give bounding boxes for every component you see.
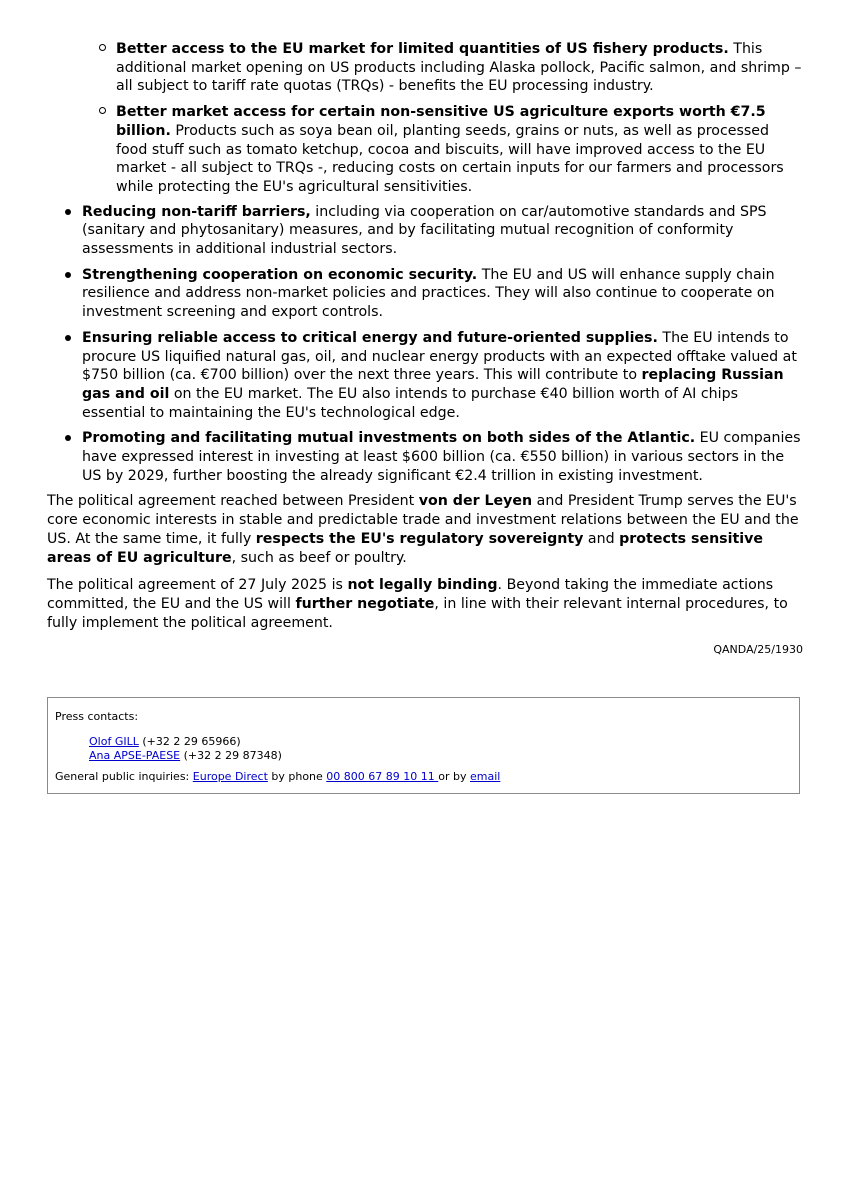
bullet-icon	[65, 335, 71, 341]
item-text: on the EU market. The EU also intends to purchase €40 billion worth of AI chips essential to maintaining the EU's technological edge.	[82, 385, 738, 421]
contact-list	[89, 735, 792, 763]
bullet-icon	[65, 272, 71, 278]
item-text: The EU intends to procure US liquified natural gas, oil, and nuclear energy products with an expected offtake valued at $750 billion (ca. €700 billion) over the next three years. This will contribute to	[82, 329, 797, 384]
contact-link-olof-gill[interactable]: Olof GILL	[89, 735, 139, 748]
list-item	[82, 266, 803, 322]
sub-bullet-list	[116, 40, 803, 197]
contact-phone: (+32 2 29 65966)	[138, 735, 241, 748]
item-heading: Reducing non-tariff barriers,	[82, 203, 311, 220]
main-bullet-list	[82, 203, 803, 486]
bullet-icon	[65, 209, 71, 215]
hollow-bullet-icon	[99, 44, 106, 51]
item-text: including via cooperation on car/automotive standards and SPS (sanitary and phytosanitary) measures, and by facilitating mutual recognition of conformity assessments in additional industrial sectors.	[82, 203, 767, 258]
item-text: This additional market opening on US products including Alaska pollock, Pacific salmon, and shrimp – all subject to tariff rate quotas (TRQs) - benefits the EU processing industry.	[116, 41, 802, 95]
item-heading: Better access to the EU market for limited quantities of US fishery products.	[116, 41, 729, 57]
document-body	[47, 40, 803, 657]
contact-phone: (+32 2 29 87348)	[180, 749, 282, 762]
item-heading: Promoting and facilitating mutual investments on both sides of the Atlantic.	[82, 430, 696, 447]
item-heading: Ensuring reliable access to critical energy and future-oriented supplies.	[82, 329, 658, 346]
contact-link-ana-apse-paese[interactable]: Ana APSE-PAESE	[89, 749, 181, 762]
list-item	[116, 40, 803, 96]
contact-item	[89, 735, 792, 749]
list-item	[82, 329, 803, 423]
list-item	[82, 429, 803, 485]
email-link[interactable]: email	[470, 770, 501, 783]
list-item	[82, 203, 803, 259]
binding-paragraph: The political agreement of 27 July 2025 is not legally binding. Beyond taking the immediate actions committed, the EU and the US will further negotiate, in line with their relevant internal procedures, to fully implement the political agreement.	[47, 577, 788, 631]
item-text: The EU and US will enhance supply chain resilience and address non-market policies and practices. They will also continue to cooperate on investment screening and export controls.	[82, 266, 775, 321]
europe-direct-link[interactable]: Europe Direct	[192, 770, 268, 783]
item-heading: Strengthening cooperation on economic security.	[82, 266, 478, 283]
document-reference: QANDA/25/1930	[713, 643, 803, 657]
bullet-icon	[65, 435, 71, 441]
list-item	[116, 103, 803, 197]
item-heading: Better market access for certain non-sensitive US agriculture exports worth €7.5 billion.	[116, 104, 766, 139]
press-contacts-box	[47, 697, 800, 794]
contact-item	[89, 749, 792, 763]
press-contacts-heading: Press contacts:	[55, 710, 139, 723]
item-emphasis: replacing Russian gas and oil	[82, 367, 784, 402]
agreement-paragraph: The political agreement reached between President von der Leyen and President Trump serves the EU's core economic interests in stable and predictable trade and investment relations between the EU and the US. At the same time, it fully respects the EU's regulatory sovereignty and protects sensitive areas of EU agriculture, such as beef or poultry.	[47, 493, 799, 566]
item-text: EU companies have expressed interest in investing at least $600 billion (ca. €550 billion) in various sectors in the US by 2029, further boosting the already significant €2.4 trillion in existing investment.	[82, 430, 801, 484]
phone-link[interactable]: 00 800 67 89 10 11	[326, 770, 439, 783]
general-inquiries: General public inquiries: Europe Direct by phone 00 800 67 89 10 11 or by email	[55, 770, 501, 783]
hollow-bullet-icon	[99, 107, 106, 114]
item-text: Products such as soya bean oil, planting seeds, grains or nuts, as well as processed food stuff such as tomato ketchup, cocoa and biscuits, will have improved access to the EU market - all subject to TRQs -, reducing costs on certain inputs for our farmers and processors while protecting the EU's agricultural sensitivities.	[116, 122, 784, 195]
